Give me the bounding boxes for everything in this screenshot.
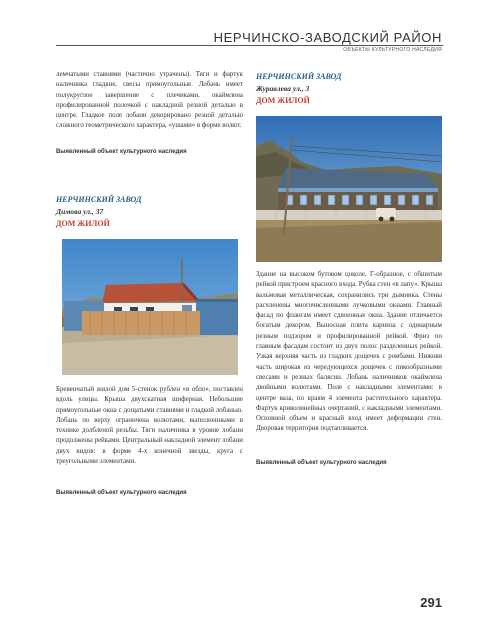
entry-place-right: НЕРЧИНСКИЙ ЗАВОД xyxy=(256,72,342,81)
page-header-title: НЕРЧИНСКО-ЗАВОДСКИЙ РАЙОН xyxy=(213,30,442,45)
entry-description-left: Бревенчатый жилой дом 5-стенок рублен «в обло», поставлен вдоль улицы. Крыша двухскатная шиферная. Небольшие прямоугольные окна с дощатыми ставнями и гладкой лобанью. Лобань по верху ограничена волютами, выполненными в технике долбленой резьбы. Тяги наличника в уровне лобани продолжены рейками. Центральный накладной элемент лобани двух видов: в форме 4-х конечной звезды, круга с треугольными элементами. xyxy=(56,386,243,466)
intro-paragraph: лемчатыми ставнями (частично утрачены). Тяги и фартук наличника гладкие, свесы прямоугольные. Лобань имеет полукруглое завершение с плечиками, окаймлена профилированной полочкой с накладной резной деталью в центре. Гладкое поле лобани декорировано резной деталью сложного геометрического характера, «ушами» в форме волют. xyxy=(56,71,243,130)
entry-object-type-right: ДОМ ЖИЛОЙ xyxy=(256,96,310,105)
photo-dimova-house xyxy=(62,239,238,375)
page-header-subtitle: ОБЪЕКТЫ КУЛЬТУРНОГО НАСЛЕДИЯ xyxy=(343,47,442,53)
intro-status: Выявленный объект культурного наследия xyxy=(56,149,187,155)
entry-status-left: Выявленный объект культурного наследия xyxy=(56,490,187,496)
entry-place-left: НЕРЧИНСКИЙ ЗАВОД xyxy=(56,195,142,204)
entry-street-right: Журавлева ул., 3 xyxy=(256,84,310,93)
entry-description-right: Здание на высоком бутовом цоколе, Г-образное, с обшитым рейкой пристроем красного входа. Рубка стен «в лапу». Крыша вальмовая металлическая, сохранились три дымника. Стены расчленены многочисленными лучковыми окнами. Главный фасад по флангам имеет сдвоенные окна. Здание отличается богатым декором. Выносная плита карниза с одинарным резным подзором и профилированной рейкой. Фриз по главным фасадам состоит из двух полос разделенных рейкой. Узкая верхняя часть из гладких дощечек с ромбами. Нижняя часть широкая из чередующихся дощечек с пикообразными свесами и резных балясин. Лобань наличников окаймлена двойными волютами. Поле с накладными элементами: в центре ваза, по краям 4 элемента растительного характера. Фартук криволинейных очертаний, с накладными элементами. Основной объем и красный вход имеет деформации стен. Дворовая территория подтапливается. xyxy=(256,271,443,433)
page-number: 291 xyxy=(420,595,442,610)
photo-zhuravleva-house xyxy=(256,116,442,262)
entry-object-type-left: ДОМ ЖИЛОЙ xyxy=(56,219,110,228)
header-divider xyxy=(56,45,443,46)
entry-street-left: Димова ул., 37 xyxy=(56,207,104,216)
entry-status-right: Выявленный объект культурного наследия xyxy=(256,460,387,466)
